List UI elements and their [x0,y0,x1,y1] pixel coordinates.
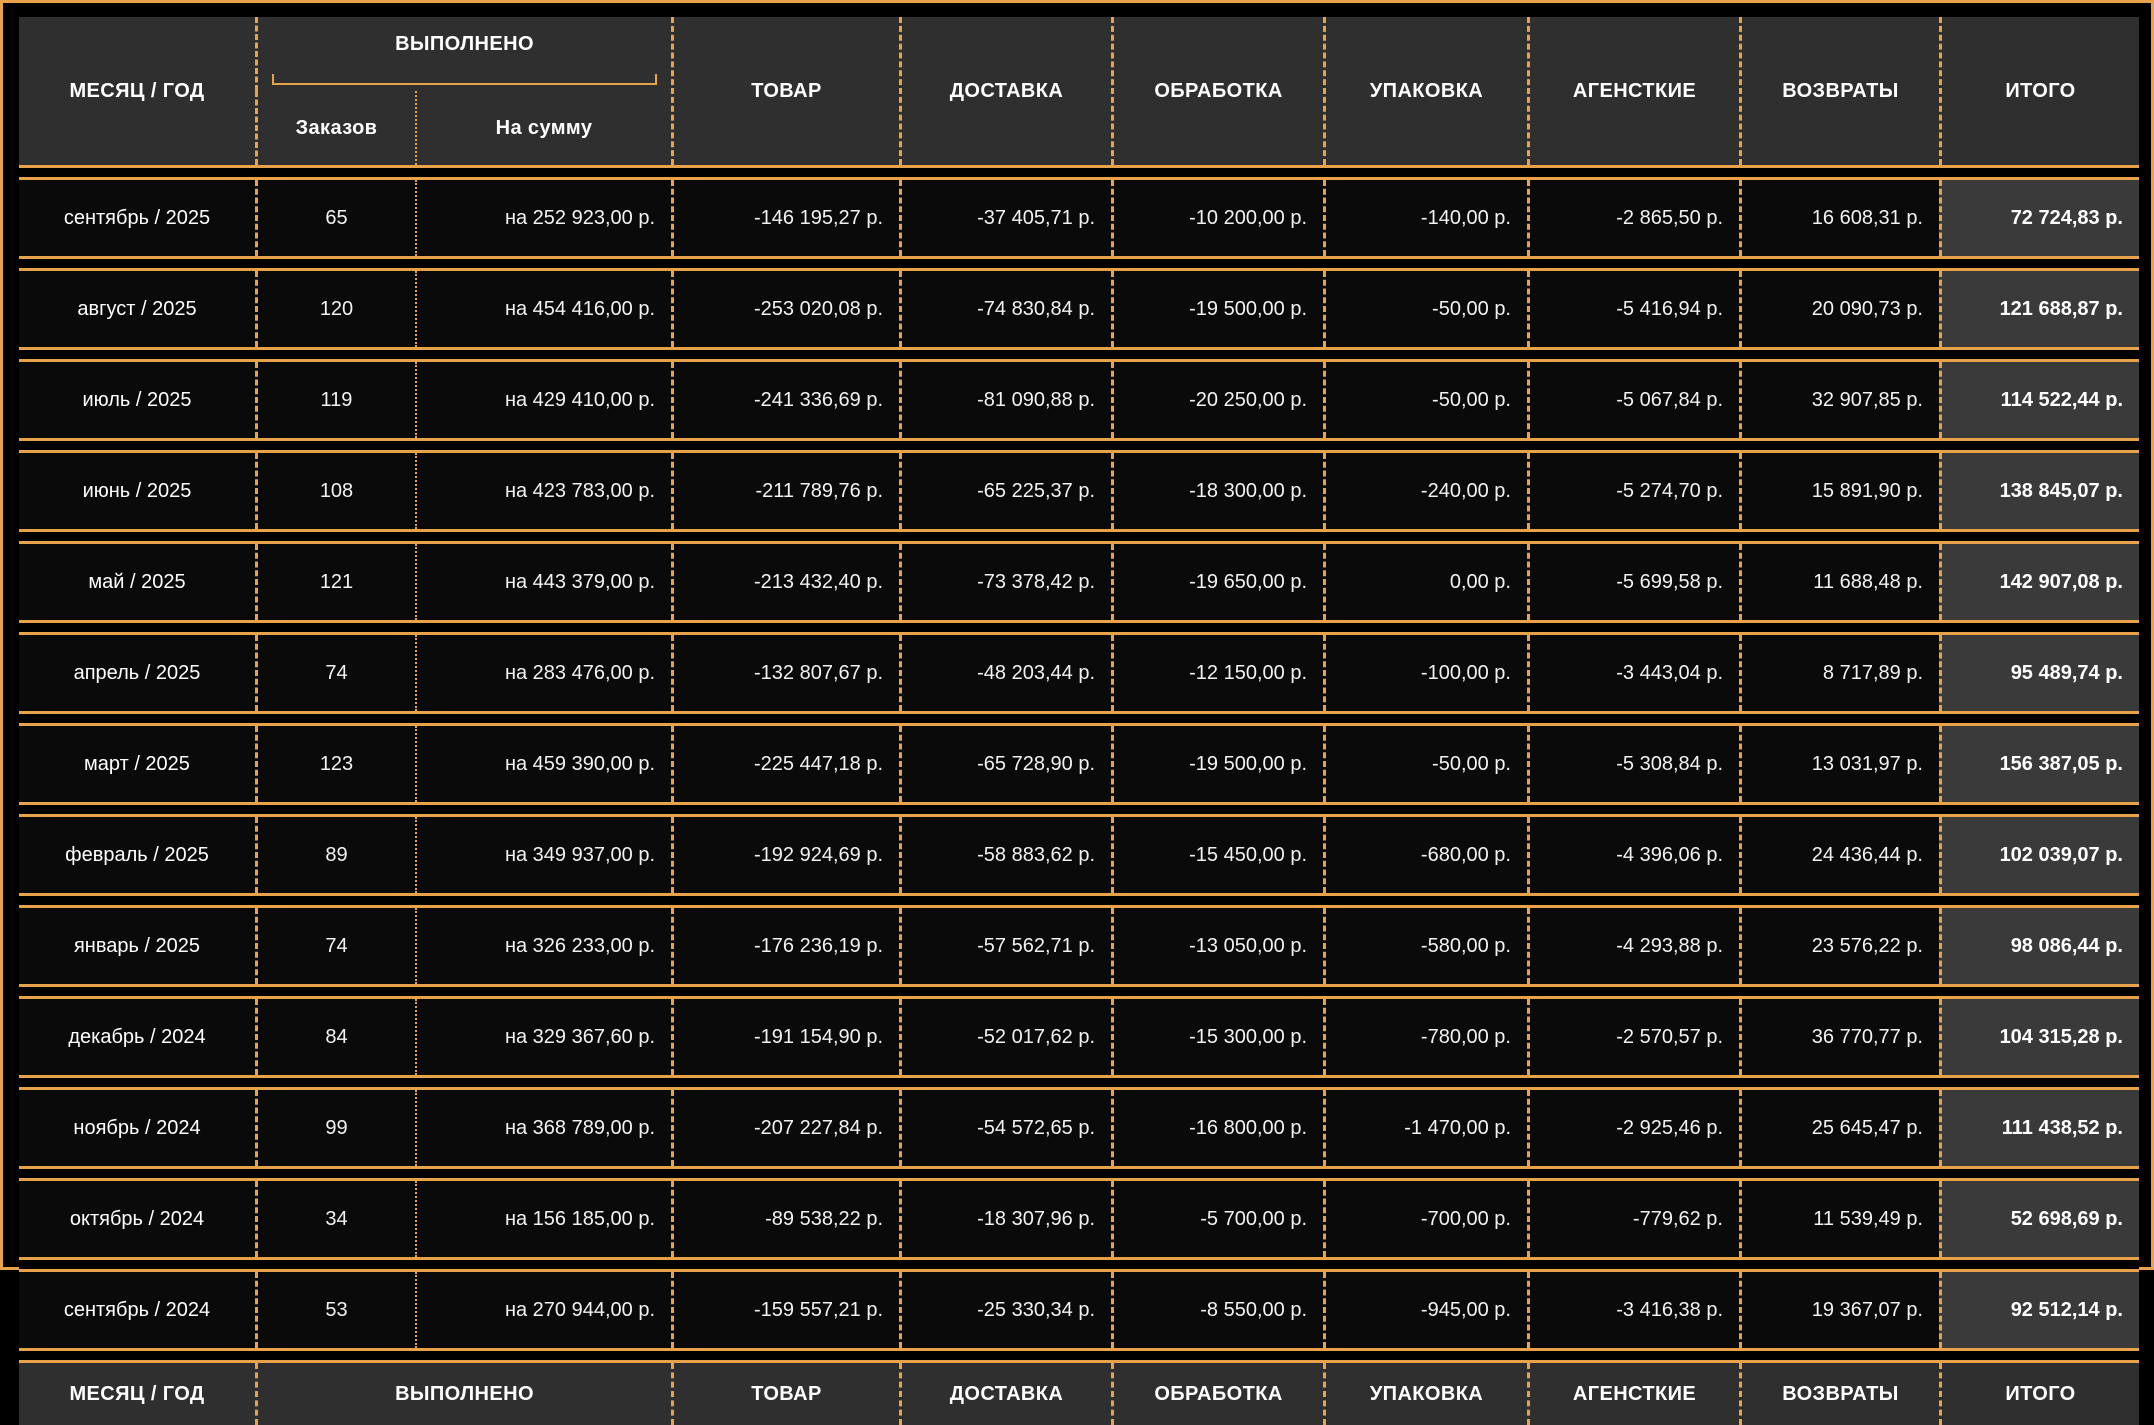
cell-returns: 8 717,89 р. [1739,635,1939,711]
table-row[interactable] [19,180,2139,256]
table-row[interactable] [19,635,2139,711]
cell-total: 104 315,28 р. [1939,999,2139,1075]
cell-packaging: -680,00 р. [1323,817,1527,893]
cell-packaging: -100,00 р. [1323,635,1527,711]
cell-total: 72 724,83 р. [1939,180,2139,256]
cell-processing: -5 700,00 р. [1111,1181,1323,1257]
cell-orders: 65 [255,180,415,256]
monthly-finance-table [19,17,2139,1425]
cell-packaging: -50,00 р. [1323,726,1527,802]
header-month-label: МЕСЯЦ / ГОД [69,79,205,102]
table-row[interactable] [19,1090,2139,1166]
header-processing[interactable] [1111,17,1323,165]
header-goods[interactable] [671,17,899,165]
cell-orders: 119 [255,362,415,438]
cell-month: июнь / 2025 [19,453,255,529]
cell-agency: -2 570,57 р. [1527,999,1739,1075]
cell-orders: 108 [255,453,415,529]
row-divider [19,984,2139,999]
table-row[interactable] [19,1181,2139,1257]
cell-month: сентябрь / 2025 [19,180,255,256]
row-divider-cell [19,529,2139,544]
cell-month: декабрь / 2024 [19,999,255,1075]
cell-sum: на 252 923,00 р. [415,180,671,256]
header-orders-label: Заказов [295,116,378,139]
cell-total: 138 845,07 р. [1939,453,2139,529]
row-divider-cell [19,802,2139,817]
cell-month: ноябрь / 2024 [19,1090,255,1166]
cell-month: апрель / 2025 [19,635,255,711]
cell-month: январь / 2025 [19,908,255,984]
table-row[interactable] [19,544,2139,620]
row-divider [19,620,2139,635]
row-divider [19,529,2139,544]
cell-goods: -159 557,21 р. [671,1272,899,1348]
cell-goods: -192 924,69 р. [671,817,899,893]
row-divider-cell [19,1075,2139,1090]
header-delivery-label: ДОСТАВКА [949,79,1064,102]
cell-goods: -225 447,18 р. [671,726,899,802]
cell-sum: на 283 476,00 р. [415,635,671,711]
cell-goods: -176 236,19 р. [671,908,899,984]
cell-agency: -5 308,84 р. [1527,726,1739,802]
cell-orders: 53 [255,1272,415,1348]
table-row[interactable] [19,1272,2139,1348]
cell-orders: 120 [255,271,415,347]
cell-month: май / 2025 [19,544,255,620]
table-body [19,165,2139,1363]
cell-packaging: -1 470,00 р. [1323,1090,1527,1166]
cell-delivery: -74 830,84 р. [899,271,1111,347]
cell-total: 121 688,87 р. [1939,271,2139,347]
cell-packaging: -700,00 р. [1323,1181,1527,1257]
cell-delivery: -54 572,65 р. [899,1090,1111,1166]
cell-delivery: -25 330,34 р. [899,1272,1111,1348]
row-divider [19,1166,2139,1181]
cell-goods: -191 154,90 р. [671,999,899,1075]
header-month[interactable] [19,17,255,165]
table-row[interactable] [19,453,2139,529]
row-divider [19,438,2139,453]
header-returns-label: ВОЗВРАТЫ [1782,79,1899,102]
row-divider-cell [19,165,2139,180]
row-divider [19,347,2139,362]
cell-sum: на 423 783,00 р. [415,453,671,529]
cell-packaging: -945,00 р. [1323,1272,1527,1348]
cell-processing: -18 300,00 р. [1111,453,1323,529]
table-row[interactable] [19,726,2139,802]
cell-returns: 25 645,47 р. [1739,1090,1939,1166]
row-divider-cell [19,711,2139,726]
cell-total: 95 489,74 р. [1939,635,2139,711]
cell-total: 52 698,69 р. [1939,1181,2139,1257]
cell-returns: 15 891,90 р. [1739,453,1939,529]
cell-returns: 36 770,77 р. [1739,999,1939,1075]
cell-orders: 84 [255,999,415,1075]
cell-processing: -8 550,00 р. [1111,1272,1323,1348]
cell-processing: -13 050,00 р. [1111,908,1323,984]
cell-returns: 19 367,07 р. [1739,1272,1939,1348]
cell-agency: -3 416,38 р. [1527,1272,1739,1348]
cell-orders: 123 [255,726,415,802]
table-row[interactable] [19,999,2139,1075]
row-divider-cell [19,1166,2139,1181]
row-divider-cell [19,893,2139,908]
table-row[interactable] [19,817,2139,893]
cell-total: 92 512,14 р. [1939,1272,2139,1348]
cell-delivery: -73 378,42 р. [899,544,1111,620]
footer-month: МЕСЯЦ / ГОД [19,1363,255,1425]
cell-goods: -211 789,76 р. [671,453,899,529]
footer-agency: АГЕНСТКИЕ [1527,1363,1739,1425]
cell-returns: 24 436,44 р. [1739,817,1939,893]
header-agency[interactable] [1527,17,1739,165]
row-divider [19,256,2139,271]
cell-goods: -241 336,69 р. [671,362,899,438]
cell-agency: -5 067,84 р. [1527,362,1739,438]
cell-returns: 32 907,85 р. [1739,362,1939,438]
cell-goods: -213 432,40 р. [671,544,899,620]
cell-goods: -89 538,22 р. [671,1181,899,1257]
row-divider [19,1348,2139,1363]
cell-sum: на 454 416,00 р. [415,271,671,347]
header-total-label: ИТОГО [2005,79,2076,102]
cell-sum: на 429 410,00 р. [415,362,671,438]
row-divider-cell [19,347,2139,362]
row-divider [19,802,2139,817]
cell-packaging: -240,00 р. [1323,453,1527,529]
cell-total: 156 387,05 р. [1939,726,2139,802]
row-divider [19,165,2139,180]
header-total[interactable] [1939,17,2139,165]
cell-orders: 89 [255,817,415,893]
cell-sum: на 368 789,00 р. [415,1090,671,1166]
header-sum-label: На сумму [495,116,593,139]
cell-packaging: -140,00 р. [1323,180,1527,256]
cell-orders: 121 [255,544,415,620]
header-packaging-label: УПАКОВКА [1369,79,1484,102]
cell-returns: 11 539,49 р. [1739,1181,1939,1257]
cell-agency: -779,62 р. [1527,1181,1739,1257]
cell-sum: на 270 944,00 р. [415,1272,671,1348]
cell-returns: 13 031,97 р. [1739,726,1939,802]
cell-returns: 20 090,73 р. [1739,271,1939,347]
header-agency-label: АГЕНСТКИЕ [1572,79,1697,102]
row-divider-cell [19,984,2139,999]
cell-total: 111 438,52 р. [1939,1090,2139,1166]
cell-returns: 16 608,31 р. [1739,180,1939,256]
cell-packaging: -780,00 р. [1323,999,1527,1075]
footer-processing: ОБРАБОТКА [1111,1363,1323,1425]
row-divider [19,1075,2139,1090]
cell-processing: -19 650,00 р. [1111,544,1323,620]
cell-processing: -15 300,00 р. [1111,999,1323,1075]
cell-processing: -16 800,00 р. [1111,1090,1323,1166]
cell-month: февраль / 2025 [19,817,255,893]
row-divider [19,893,2139,908]
cell-orders: 99 [255,1090,415,1166]
cell-total: 98 086,44 р. [1939,908,2139,984]
row-divider [19,711,2139,726]
cell-orders: 34 [255,1181,415,1257]
cell-agency: -4 293,88 р. [1527,908,1739,984]
cell-processing: -20 250,00 р. [1111,362,1323,438]
cell-orders: 74 [255,635,415,711]
cell-agency: -3 443,04 р. [1527,635,1739,711]
cell-delivery: -48 203,44 р. [899,635,1111,711]
cell-goods: -146 195,27 р. [671,180,899,256]
cell-month: октябрь / 2024 [19,1181,255,1257]
cell-delivery: -81 090,88 р. [899,362,1111,438]
cell-processing: -12 150,00 р. [1111,635,1323,711]
header-sum[interactable] [415,91,671,165]
header-done-group-label: ВЫПОЛНЕНО [395,33,534,55]
cell-delivery: -57 562,71 р. [899,908,1111,984]
cell-goods: -207 227,84 р. [671,1090,899,1166]
cell-sum: на 156 185,00 р. [415,1181,671,1257]
cell-processing: -10 200,00 р. [1111,180,1323,256]
cell-delivery: -52 017,62 р. [899,999,1111,1075]
cell-month: март / 2025 [19,726,255,802]
cell-delivery: -18 307,96 р. [899,1181,1111,1257]
table-row[interactable] [19,271,2139,347]
cell-sum: на 326 233,00 р. [415,908,671,984]
cell-sum: на 443 379,00 р. [415,544,671,620]
group-bracket [272,74,657,85]
footer-delivery: ДОСТАВКА [899,1363,1111,1425]
cell-agency: -2 925,46 р. [1527,1090,1739,1166]
cell-delivery: -65 728,90 р. [899,726,1111,802]
row-divider-cell [19,256,2139,271]
cell-packaging: -50,00 р. [1323,271,1527,347]
header-returns[interactable] [1739,17,1939,165]
footer-total: ИТОГО [1939,1363,2139,1425]
row-divider-cell [19,1348,2139,1363]
cell-total: 114 522,44 р. [1939,362,2139,438]
row-divider-cell [19,620,2139,635]
cell-packaging: -580,00 р. [1323,908,1527,984]
cell-total: 102 039,07 р. [1939,817,2139,893]
cell-agency: -2 865,50 р. [1527,180,1739,256]
table-header [19,17,2139,165]
table-row[interactable] [19,908,2139,984]
cell-agency: -5 416,94 р. [1527,271,1739,347]
table-footer [19,1363,2139,1425]
cell-sum: на 459 390,00 р. [415,726,671,802]
cell-delivery: -37 405,71 р. [899,180,1111,256]
cell-goods: -253 020,08 р. [671,271,899,347]
cell-agency: -5 699,58 р. [1527,544,1739,620]
cell-returns: 11 688,48 р. [1739,544,1939,620]
footer-packaging: УПАКОВКА [1323,1363,1527,1425]
cell-delivery: -58 883,62 р. [899,817,1111,893]
cell-sum: на 349 937,00 р. [415,817,671,893]
cell-processing: -19 500,00 р. [1111,271,1323,347]
cell-month: сентябрь / 2024 [19,1272,255,1348]
cell-delivery: -65 225,37 р. [899,453,1111,529]
header-packaging[interactable] [1323,17,1527,165]
header-orders[interactable] [255,91,415,165]
cell-packaging: -50,00 р. [1323,362,1527,438]
cell-sum: на 329 367,60 р. [415,999,671,1075]
footer-returns: ВОЗВРАТЫ [1739,1363,1939,1425]
footer-done-group: ВЫПОЛНЕНО [255,1363,671,1425]
cell-processing: -19 500,00 р. [1111,726,1323,802]
footer-goods: ТОВАР [671,1363,899,1425]
header-done-group [255,17,671,91]
cell-orders: 74 [255,908,415,984]
cell-agency: -4 396,06 р. [1527,817,1739,893]
cell-month: август / 2025 [19,271,255,347]
cell-agency: -5 274,70 р. [1527,453,1739,529]
row-divider-cell [19,438,2139,453]
header-processing-label: ОБРАБОТКА [1154,79,1283,102]
cell-packaging: 0,00 р. [1323,544,1527,620]
cell-processing: -15 450,00 р. [1111,817,1323,893]
table-row[interactable] [19,362,2139,438]
cell-month: июль / 2025 [19,362,255,438]
cell-returns: 23 576,22 р. [1739,908,1939,984]
cell-total: 142 907,08 р. [1939,544,2139,620]
header-goods-label: ТОВАР [751,79,822,102]
header-delivery[interactable] [899,17,1111,165]
cell-goods: -132 807,67 р. [671,635,899,711]
